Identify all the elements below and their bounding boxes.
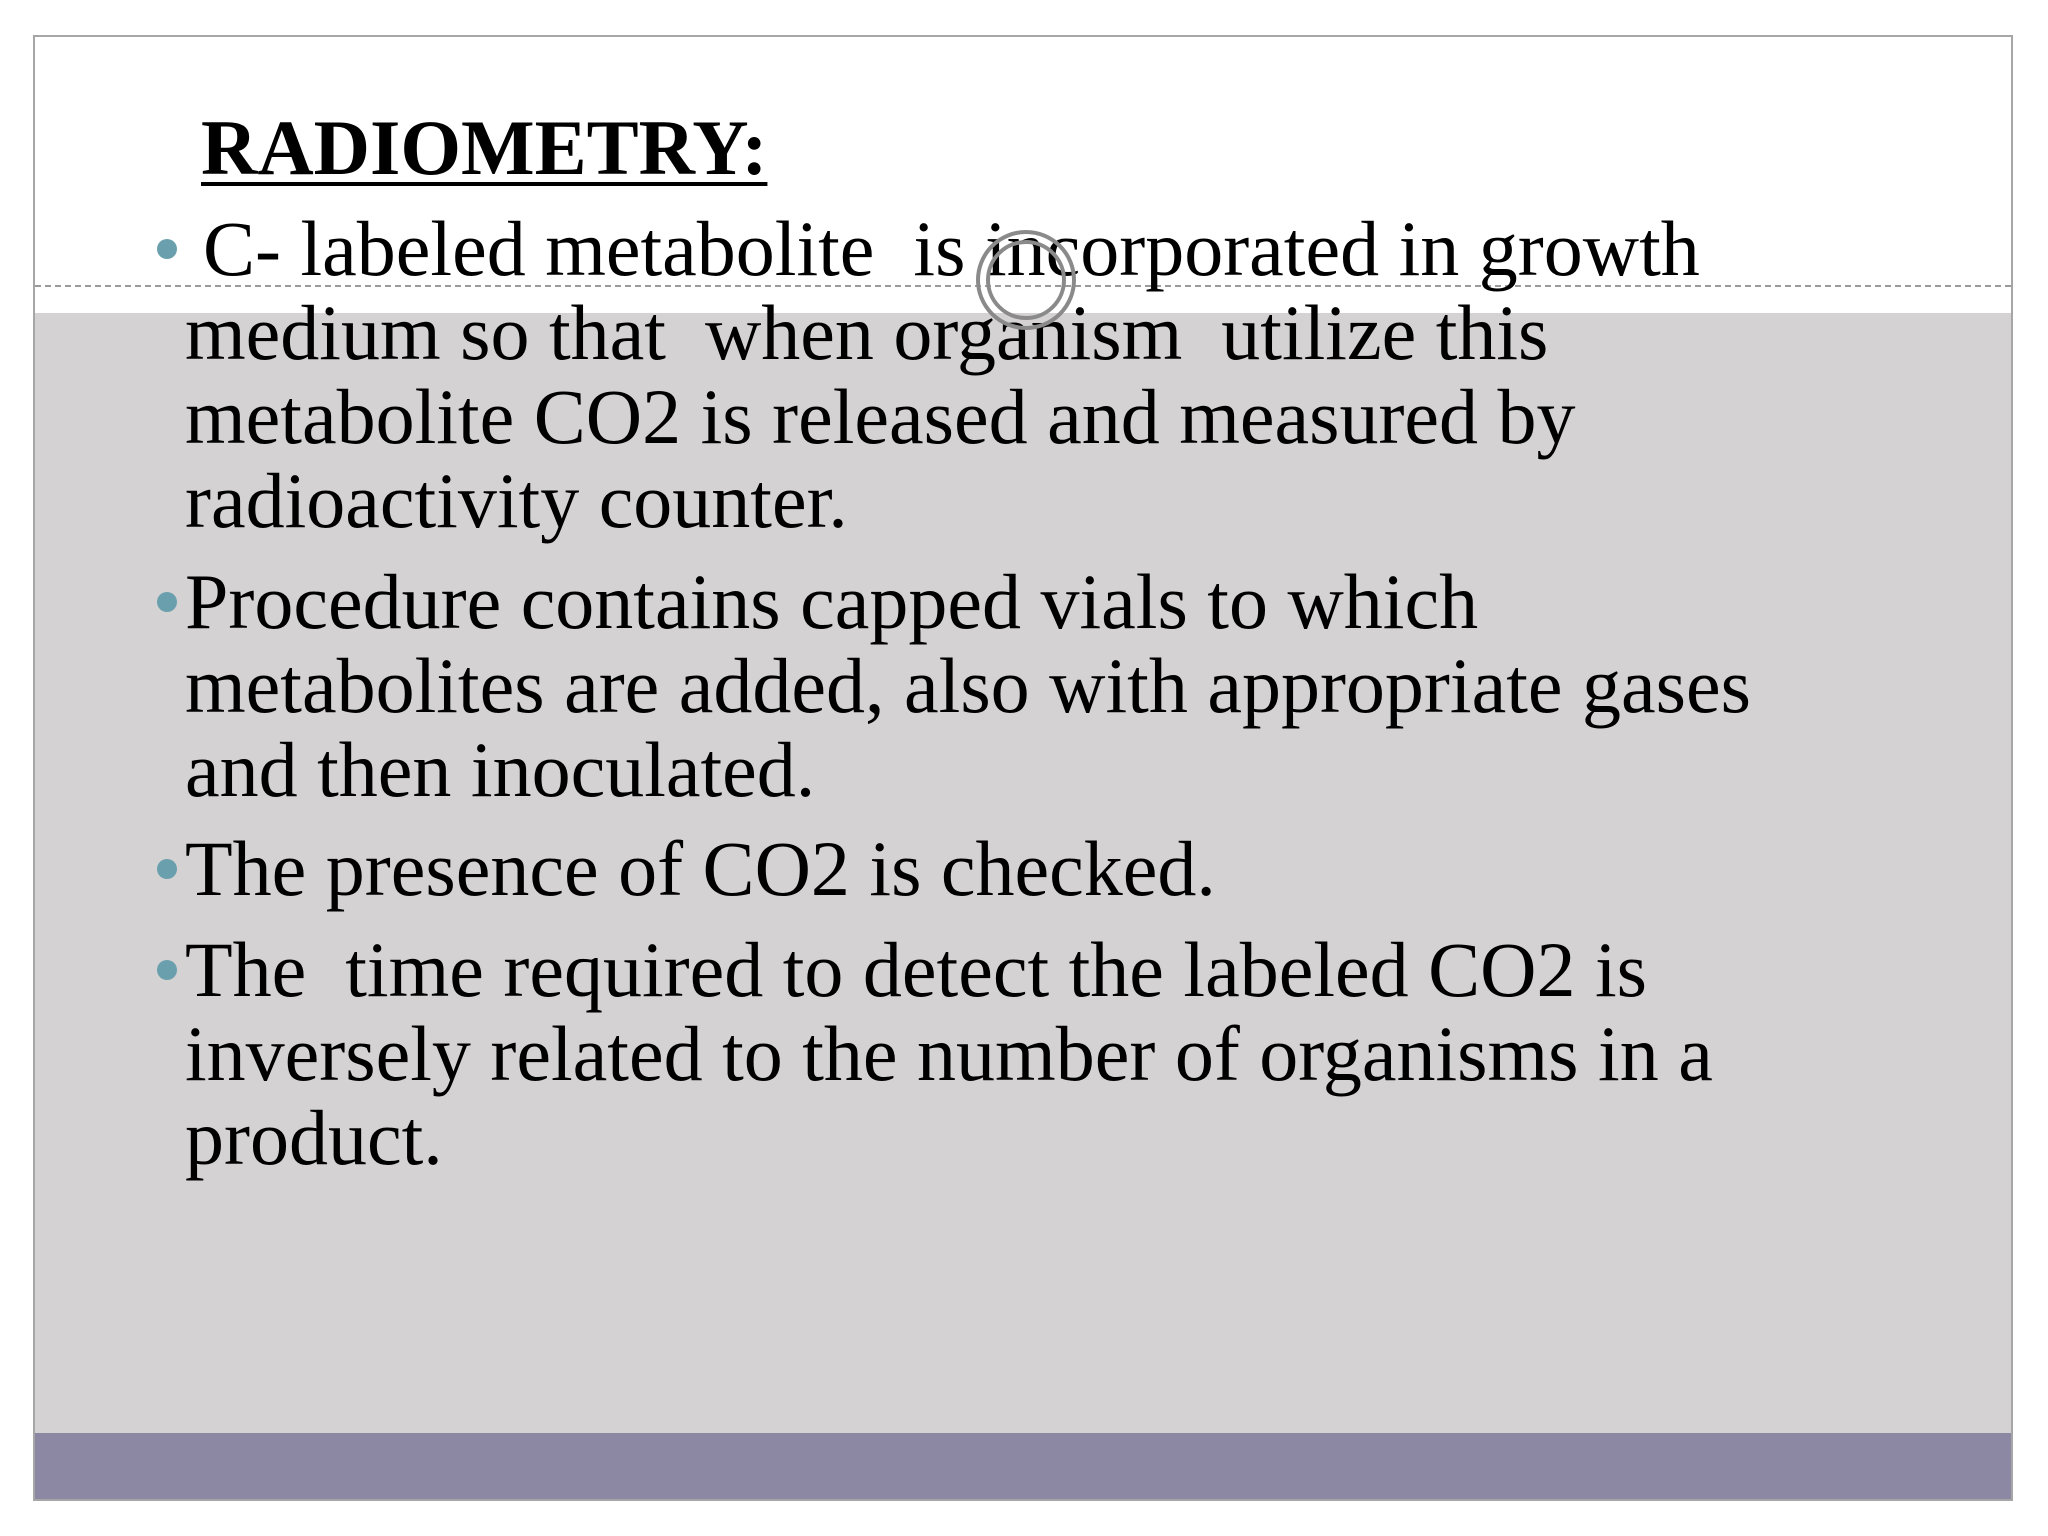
bullet-line: and then inoculated.: [185, 726, 816, 813]
bullet-line: C- labeled metabolite is incorporated in growth: [203, 205, 1700, 292]
bullet-line: radioactivity counter.: [185, 457, 848, 544]
slide: [33, 35, 2013, 1501]
bullet-line: metabolites are added, also with appropriate gases: [185, 642, 1751, 729]
bullet-dot-icon: [157, 960, 177, 980]
bullet-dot-icon: [157, 859, 177, 879]
bullet-line: metabolite CO2 is released and measured by: [185, 373, 1576, 460]
footer-band: [35, 1433, 2011, 1501]
bullet-line: product.: [185, 1094, 443, 1181]
bullet-line: Procedure contains capped vials to which: [185, 558, 1479, 645]
bullet-line: medium so that when organism utilize this: [185, 289, 1549, 376]
bullet-item: [185, 207, 1965, 543]
bullet-dot-icon: [157, 592, 177, 612]
bullet-item: [185, 827, 1965, 911]
bullet-item: [185, 560, 1965, 812]
bullet-line: inversely related to the number of organisms in a: [185, 1010, 1713, 1097]
bullet-line: The presence of CO2 is checked.: [185, 825, 1216, 912]
bullet-dot-icon: [157, 239, 177, 259]
bullet-line: The time required to detect the labeled CO2 is: [185, 926, 1648, 1013]
bullet-item: [185, 928, 1965, 1180]
decorative-ring-icon: [976, 230, 1076, 330]
slide-title: RADIOMETRY:: [201, 104, 768, 191]
